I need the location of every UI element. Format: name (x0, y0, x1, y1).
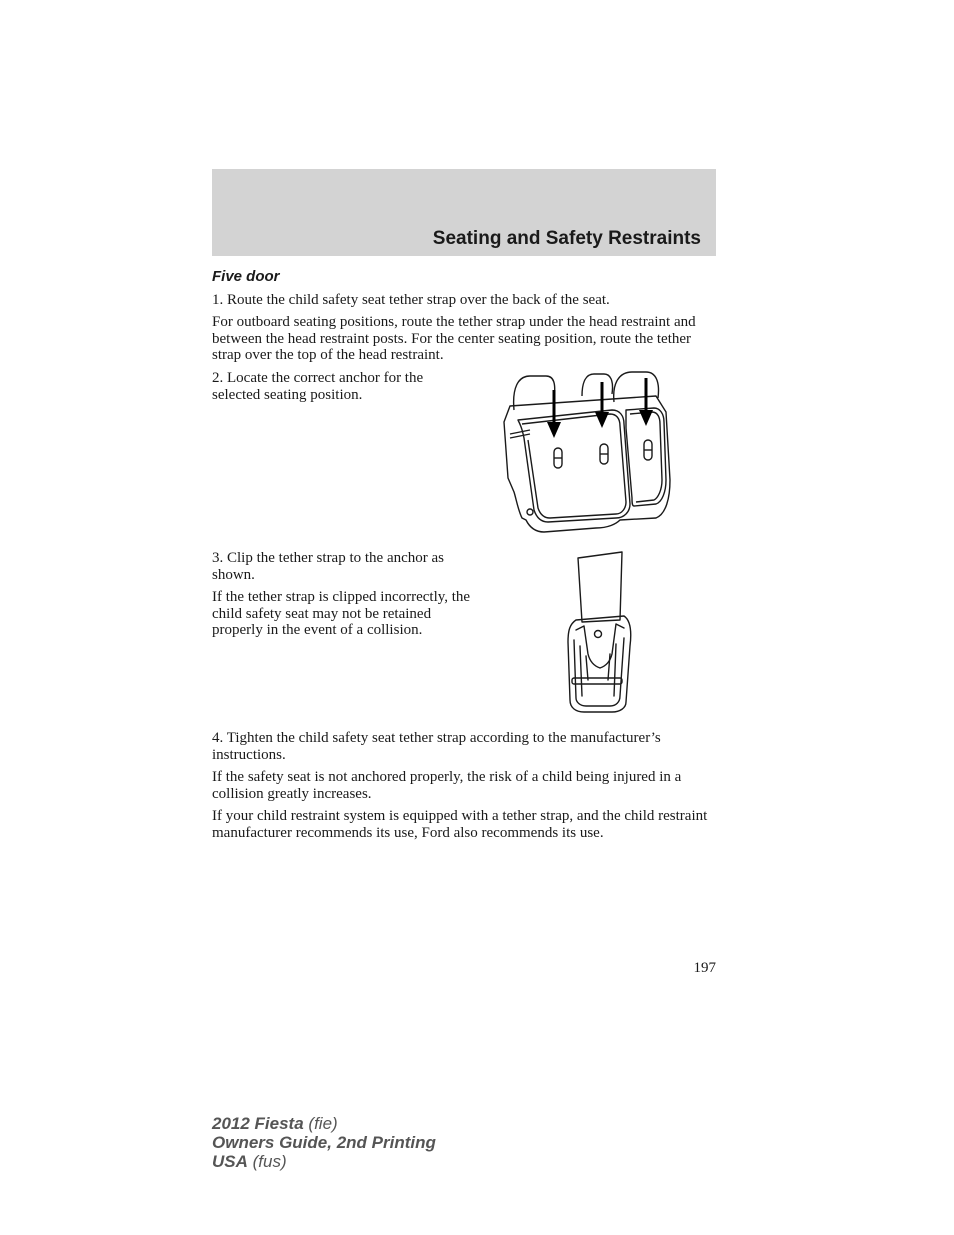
clip-warning: If the tether strap is clipped incorrectly, the child safety seat may not be retained properly in the event of a collision. (212, 589, 471, 638)
arrow-right-icon (639, 410, 653, 426)
section-header (212, 169, 716, 256)
seat-release-knob (527, 509, 533, 515)
clip-rivet (595, 631, 602, 638)
step-4-text: 4. Tighten the child safety seat tether strap according to the manufacturer’s instructions. (212, 730, 661, 763)
subheading: Five door (212, 268, 280, 285)
tether-recommendation: If your child restraint system is equipped with a tether strap, and the child restraint manufacturer recommends its use, Ford also recommends its use. (212, 808, 708, 841)
head-restraint-center (582, 374, 613, 396)
footer (212, 1114, 436, 1171)
anchor-warning: If the safety seat is not anchored properly, the risk of a child being injured in a collision greatly increases. (212, 769, 682, 802)
seat-latch-lines (510, 430, 530, 438)
arrow-center-icon (595, 412, 609, 428)
outboard-note: For outboard seating positions, route the tether strap under the head restraint and between the head restraint posts. For the center seating position, route the tether strap over the top of the head restraint. (212, 314, 696, 363)
tether-strap (578, 552, 622, 622)
footer-model-code: (fie) (308, 1114, 338, 1133)
seatback-left-panel-inner (522, 414, 626, 518)
step-3-text: 3. Clip the tether strap to the anchor as shown. (212, 550, 445, 583)
footer-market: USA (212, 1152, 248, 1171)
seatback-anchor-illustration (496, 368, 676, 538)
footer-model: 2012 Fiesta (212, 1114, 304, 1133)
seatback-left-panel (518, 410, 630, 522)
tether-clip-illustration (560, 550, 640, 714)
page-number: 197 (693, 960, 716, 976)
section-title: Seating and Safety Restraints (432, 228, 701, 249)
footer-market-code: (fus) (252, 1152, 287, 1171)
footer-line-2: Owners Guide, 2nd Printing (212, 1133, 436, 1152)
step-2-text: 2. Locate the correct anchor for the selected seating position. (212, 370, 424, 403)
footer-line-1 (212, 1114, 436, 1133)
step-1-text: 1. Route the child safety seat tether strap over the back of the seat. (212, 292, 610, 308)
arrow-left-icon (547, 422, 561, 438)
footer-line-3 (212, 1152, 436, 1171)
